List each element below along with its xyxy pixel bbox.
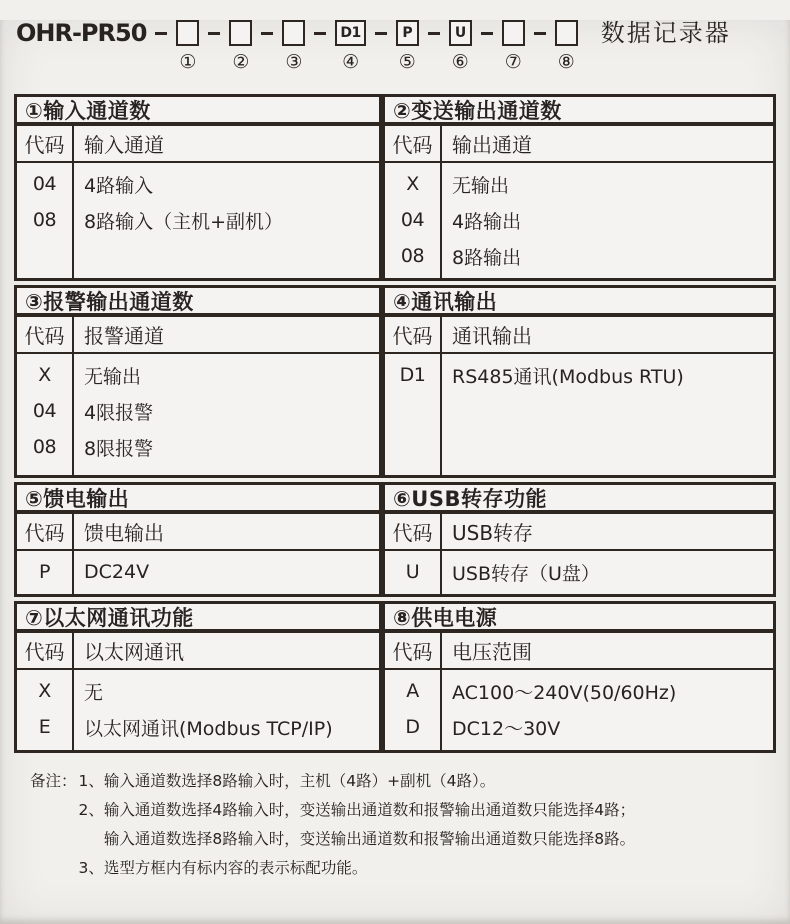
desc-cell: 8路输出 [452, 246, 522, 269]
note-lines [104, 796, 635, 854]
slot-index: ③ [285, 51, 303, 73]
selection-section [382, 482, 776, 597]
desc-column [442, 670, 773, 750]
desc-column [442, 354, 773, 475]
section-table [382, 512, 776, 597]
code-slot [229, 20, 252, 72]
selection-tables [14, 94, 776, 753]
table-body [385, 354, 773, 475]
table-header-row [385, 633, 773, 670]
note-lines [104, 854, 368, 883]
code-box [176, 20, 199, 46]
code-column [385, 163, 442, 278]
table-header-row [385, 317, 773, 354]
code-column-header: 代码 [17, 317, 74, 352]
note-item [79, 854, 636, 883]
slot-index: ① [179, 51, 197, 73]
code-cell: D [405, 716, 420, 738]
desc-cell: 以太网通讯(Modbus TCP/IP) [84, 717, 333, 740]
note-line: 输入通道数选择4路输入时，变送输出通道数和报警输出通道数只能选择4路； [103, 801, 636, 819]
table-header-row [17, 126, 379, 163]
note-number: 3、 [78, 859, 104, 877]
section-title: ⑤馈电输出 [14, 482, 382, 512]
table-header-row [385, 126, 773, 163]
desc-column-header: USB转存 [452, 521, 534, 545]
code-cell: 04 [32, 173, 57, 195]
table-header-row [17, 317, 379, 354]
desc-column-header: 电压范围 [452, 640, 532, 664]
note-number: 1、 [78, 772, 104, 790]
code-box [502, 20, 525, 46]
note-number: 2、 [78, 801, 104, 819]
note-line: 选型方框内有标内容的表示标配功能。 [103, 859, 368, 877]
code-cell: 04 [32, 400, 57, 422]
code-column [17, 354, 74, 475]
code-column-header: 代码 [385, 126, 442, 161]
selection-section [382, 601, 776, 753]
desc-cell: 4路输入 [84, 174, 154, 197]
desc-cell: AC100～240V(50/60Hz) [452, 681, 677, 704]
code-slot [176, 20, 199, 72]
dash-separator [208, 32, 220, 35]
spec-sheet-page [0, 20, 790, 924]
slot-index: ② [232, 51, 250, 73]
section-title: ④通讯输出 [382, 285, 776, 315]
code-column [17, 670, 74, 750]
notes [30, 767, 790, 883]
code-slot [502, 20, 525, 72]
desc-cell: 8限报警 [84, 437, 154, 460]
dash-separator [481, 32, 493, 35]
code-cell: E [38, 716, 51, 738]
code-slot [282, 20, 305, 72]
code-column [385, 354, 442, 475]
dash-separator [261, 32, 273, 35]
code-box: U [449, 20, 472, 46]
code-cell: U [405, 561, 420, 583]
code-column-header: 代码 [17, 126, 74, 161]
code-slot [335, 20, 365, 72]
note-lines [104, 767, 495, 796]
desc-cell: DC12～30V [452, 717, 561, 740]
section-title: ②变送输出通道数 [382, 94, 776, 124]
table-body [17, 551, 379, 594]
table-body [17, 670, 379, 750]
desc-column [442, 163, 773, 278]
section-table [14, 124, 382, 281]
code-cell: 08 [32, 436, 57, 458]
code-column [385, 551, 442, 594]
desc-cell: USB转存（U盘） [452, 562, 600, 585]
desc-cell: 无输出 [84, 365, 142, 388]
code-box [555, 20, 578, 46]
notes-items [79, 767, 636, 883]
table-body [17, 163, 379, 278]
desc-cell: 4限报警 [84, 401, 154, 424]
table-header-row [385, 514, 773, 551]
desc-cell: 无输出 [452, 174, 510, 197]
desc-cell: RS485通讯(Modbus RTU) [452, 365, 684, 388]
code-box: P [396, 20, 419, 46]
desc-column-header: 以太网通讯 [84, 640, 184, 664]
desc-column-header: 输入通道 [84, 133, 164, 157]
desc-column-header: 馈电输出 [84, 521, 164, 545]
code-cell: X [38, 680, 51, 702]
code-box [229, 20, 252, 46]
selection-section [14, 482, 382, 597]
section-title: ①输入通道数 [14, 94, 382, 124]
table-body [385, 551, 773, 594]
slot-index: ④ [342, 51, 360, 73]
slot-index: ⑤ [398, 51, 416, 73]
selection-section [14, 601, 382, 753]
code-cell: 08 [32, 209, 57, 231]
code-column-header: 代码 [385, 633, 442, 668]
table-header-row [17, 514, 379, 551]
dash-separator [375, 32, 387, 35]
table-body [385, 163, 773, 278]
code-column [17, 551, 74, 594]
selection-section [14, 285, 382, 478]
section-table [14, 512, 382, 597]
desc-cell: 4路输出 [452, 210, 522, 233]
code-cell: 08 [400, 245, 425, 267]
section-table [14, 315, 382, 478]
desc-cell: 8路输入（主机+副机） [84, 210, 284, 233]
code-column [385, 670, 442, 750]
slot-index: ⑧ [557, 51, 575, 73]
notes-label: 备注： [30, 772, 77, 790]
code-cell: X [406, 173, 419, 195]
section-table [382, 315, 776, 478]
section-table [14, 631, 382, 753]
code-column-header: 代码 [385, 514, 442, 549]
dash-separator [428, 32, 440, 35]
code-slot [555, 20, 578, 72]
table-body [385, 670, 773, 750]
table-body [17, 354, 379, 475]
code-column-header: 代码 [17, 633, 74, 668]
model-prefix: OHR-PR50 [16, 19, 147, 47]
code-cell: P [39, 561, 50, 583]
desc-column-header: 报警通道 [84, 324, 164, 348]
desc-column [442, 551, 773, 594]
note-line: 输入通道数选择8路输入时，变送输出通道数和报警输出通道数只能选择8路。 [103, 830, 636, 848]
section-table [382, 631, 776, 753]
code-cell: A [406, 680, 419, 702]
dash-separator [155, 32, 167, 35]
note-item [79, 767, 636, 796]
selection-section [382, 285, 776, 478]
section-title: ⑦以太网通讯功能 [14, 601, 382, 631]
slot-index: ⑦ [504, 51, 522, 73]
dash-separator [534, 32, 546, 35]
model-code-line [16, 20, 790, 72]
code-column-header: 代码 [17, 514, 74, 549]
code-cell: X [38, 364, 51, 386]
dash-separator [314, 32, 326, 35]
code-cell: D1 [399, 364, 426, 386]
code-column-header: 代码 [385, 317, 442, 352]
code-slot [396, 20, 419, 72]
code-box: D1 [335, 20, 365, 46]
section-table [382, 124, 776, 281]
section-title: ⑥USB转存功能 [382, 482, 776, 512]
section-title: ⑧供电电源 [382, 601, 776, 631]
code-cell: 04 [400, 209, 425, 231]
section-title: ③报警输出通道数 [14, 285, 382, 315]
desc-column [74, 354, 379, 475]
desc-column [74, 670, 379, 750]
code-box [282, 20, 305, 46]
note-line: 输入通道数选择8路输入时，主机（4路）+副机（4路）。 [103, 772, 496, 790]
selection-section [14, 94, 382, 281]
desc-cell: DC24V [84, 561, 150, 583]
note-item [79, 796, 636, 854]
table-header-row [17, 633, 379, 670]
code-slot [449, 20, 472, 72]
slot-index: ⑥ [451, 51, 469, 73]
model-suffix: 数据记录器 [600, 19, 731, 47]
desc-column-header: 通讯输出 [452, 324, 532, 348]
desc-column [74, 551, 379, 594]
desc-cell: 无 [84, 681, 104, 704]
desc-column [74, 163, 379, 278]
desc-column-header: 输出通道 [452, 133, 532, 157]
selection-section [382, 94, 776, 281]
code-column [17, 163, 74, 278]
